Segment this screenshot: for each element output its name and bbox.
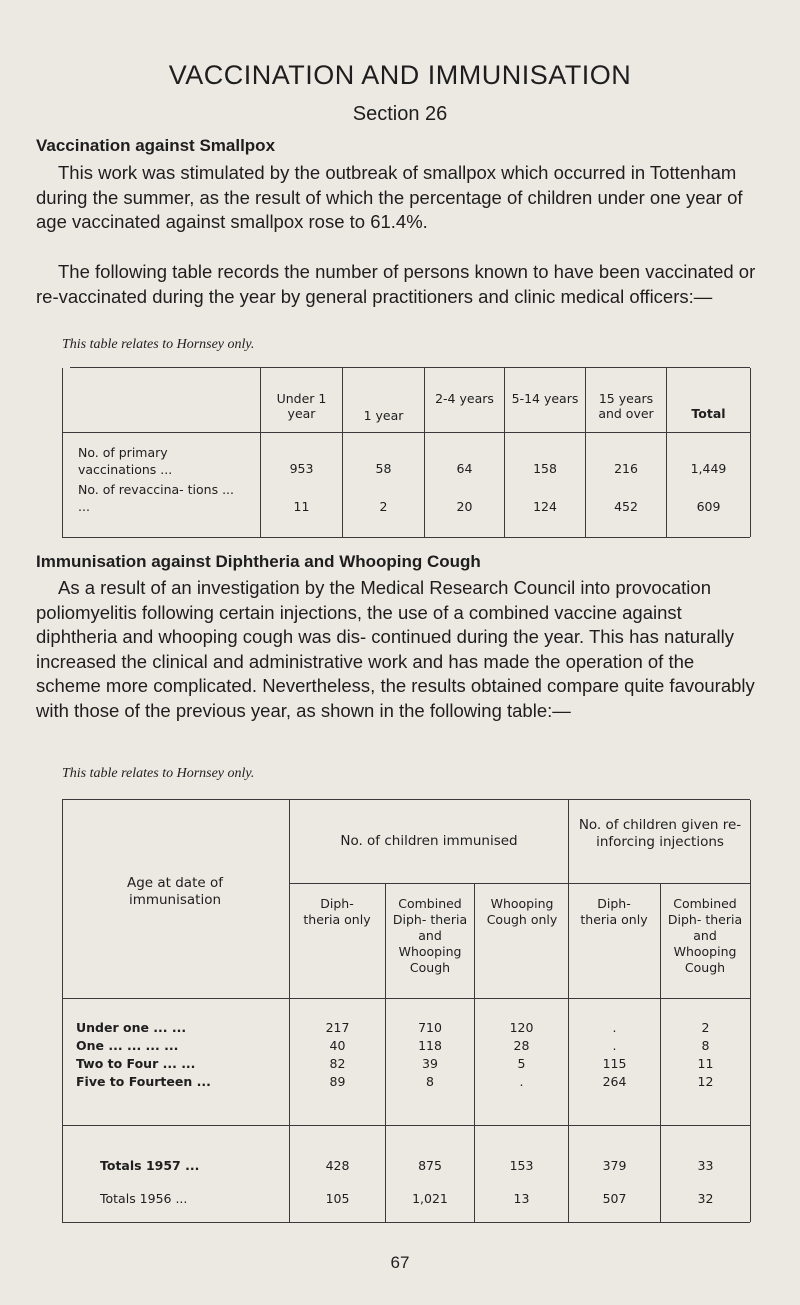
- column-header-1-year: 1 year: [363, 408, 404, 423]
- table-cell: .: [612, 1020, 617, 1035]
- smallpox-table-note: This table relates to Hornsey only.: [62, 337, 255, 352]
- table-cell: 118: [418, 1038, 442, 1053]
- table-cell: 452: [614, 499, 638, 514]
- column-header-whooping-cough-only: Whooping Cough only: [486, 896, 558, 927]
- column-header-combined: Combined Diph- theria and Whooping Cough: [392, 896, 468, 975]
- column-header-age: Age at date of immunisation: [126, 875, 223, 908]
- row-label-two-to-four: Two to Four ... ...: [76, 1056, 196, 1071]
- table-cell: 216: [614, 461, 638, 476]
- table-cell: 379: [602, 1158, 627, 1173]
- table-cell: 58: [375, 461, 392, 476]
- diphtheria-table-note: This table relates to Hornsey only.: [62, 766, 255, 781]
- row-label-one: One ... ... ... ...: [76, 1038, 179, 1053]
- table-cell: 264: [602, 1074, 627, 1089]
- diphtheria-paragraph: As a result of an investigation by the Medical Research Council into provocation poliomyelitis following certain injections, the use of a combined vaccine against diphtheria and whooping cough was dis- continued during the year. This has naturally increased the clinical and administrative work and has made the operation of the scheme more complicated. Nevertheless, the results obtained compare quite favourably with those of the previous year, as shown in the following table:—: [36, 577, 755, 721]
- row-label-revaccinations: No. of revaccina- tions ... ...: [78, 482, 234, 514]
- table-cell: 124: [533, 499, 557, 514]
- table-cell: 115: [602, 1056, 627, 1071]
- column-header-15-years-and-over: 15 years and over: [598, 391, 654, 421]
- row-label-primary-vaccinations: No. of primary vaccinations ...: [78, 445, 173, 477]
- column-header-reinforcing-combined: Combined Diph- theria and Whooping Cough: [667, 896, 743, 975]
- table-cell: 710: [418, 1020, 442, 1035]
- table-cell: 609: [696, 499, 721, 514]
- table-cell: 2: [701, 1020, 710, 1035]
- column-header-2-4-years: 2-4 years: [435, 391, 494, 406]
- table-cell: 217: [325, 1020, 350, 1035]
- table-cell: 11: [293, 499, 310, 514]
- table-cell: 8: [426, 1074, 434, 1089]
- table-cell: 158: [533, 461, 557, 476]
- smallpox-heading: Vaccination against Smallpox: [36, 136, 276, 155]
- column-group-children-immunised: No. of children immunised: [340, 833, 518, 849]
- table-cell: 875: [418, 1158, 442, 1173]
- table-cell: 39: [422, 1056, 438, 1071]
- table-cell: 12: [697, 1074, 714, 1089]
- table-cell: 428: [325, 1158, 350, 1173]
- column-header-5-14-years: 5-14 years: [511, 391, 579, 406]
- table-cell: 953: [289, 461, 314, 476]
- table-cell: .: [519, 1074, 524, 1089]
- table-cell: 13: [513, 1191, 530, 1206]
- diphtheria-heading: Immunisation against Diphtheria and Whooping Cough: [36, 552, 481, 571]
- table-cell: 1,021: [412, 1191, 448, 1206]
- table-cell: 64: [456, 461, 473, 476]
- table-cell: 105: [325, 1191, 350, 1206]
- column-group-reinforcing-injections: No. of children given re-inforcing injections: [578, 817, 742, 850]
- column-header-reinforcing-diphtheria-only: Diph- theria only: [580, 896, 648, 927]
- table-cell: 8: [701, 1038, 710, 1053]
- column-header-total: Total: [691, 406, 726, 421]
- column-header-under-1-year: Under 1 year: [276, 391, 327, 421]
- smallpox-paragraph-1: This work was stimulated by the outbreak of smallpox which occurred in Tottenham during the summer, as the result of which the percentage of children under one year of age vaccinated against smallpox rose to 61.4%.: [36, 162, 743, 232]
- table-cell: 1,449: [690, 461, 727, 476]
- section-number: Section 26: [352, 103, 448, 125]
- table-cell: 2: [379, 499, 388, 514]
- table-cell: 5: [517, 1056, 526, 1071]
- row-label-totals-1956: Totals 1956 ...: [100, 1191, 188, 1206]
- column-header-diphtheria-only: Diph- theria only: [303, 896, 371, 927]
- page-number: 67: [390, 1253, 410, 1272]
- table-cell: 33: [697, 1158, 714, 1173]
- table-cell: 120: [509, 1020, 534, 1035]
- smallpox-paragraph-2: The following table records the number of persons known to have been vaccinated or re-vaccinated during the year by general practitioners and clinic medical officers:—: [36, 261, 756, 307]
- row-label-five-to-fourteen: Five to Fourteen ...: [76, 1074, 211, 1089]
- table-cell: 89: [329, 1074, 346, 1089]
- row-label-under-one: Under one ... ...: [76, 1020, 187, 1035]
- table-cell: 11: [697, 1056, 714, 1071]
- table-cell: 32: [697, 1191, 714, 1206]
- table-cell: 507: [602, 1191, 627, 1206]
- table-cell: .: [612, 1038, 617, 1053]
- row-label-totals-1957: Totals 1957 ...: [100, 1158, 200, 1173]
- table-cell: 20: [456, 499, 473, 514]
- table-cell: 82: [329, 1056, 346, 1071]
- table-cell: 28: [513, 1038, 530, 1053]
- page-title: VACCINATION AND IMMUNISATION: [168, 60, 632, 90]
- table-cell: 153: [509, 1158, 534, 1173]
- table-cell: 40: [329, 1038, 346, 1053]
